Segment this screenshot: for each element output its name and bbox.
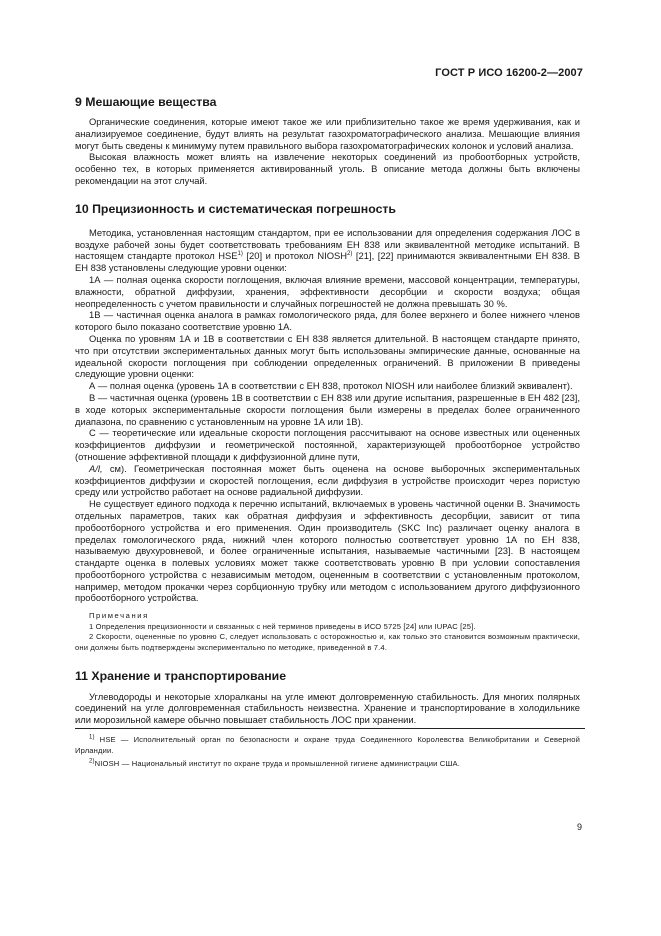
page-number: 9 (577, 822, 583, 832)
section-10 (75, 201, 580, 654)
note-item: 2 Скорости, оцененные по уровню С, следует использовать с осторожностью и, как только это становится возможным практически, они должны быть подтверждены экспериментально по методике, приведенной в 7.4. (75, 632, 580, 653)
section-10-paragraph: С — теоретические или идеальные скорости поглощения рассчитывают на основе известных или оцененных коэффициентов диффузии и геометрической постоянной, характеризующей пробоотборное устройство (отношение эффективной площади к диффузионной длине пути, (75, 427, 580, 462)
section-10-paragraph: 1В — частичная оценка аналога в рамках гомологического ряда, для более верхнего и более нижнего членов которого было показано соответствие уровню 1А. (75, 309, 580, 333)
section-9-heading: 9 Мешающие вещества (75, 95, 217, 109)
section-9-paragraph: Органические соединения, которые имеют такое же или приблизительно такое же время удерживания, как и анализируемое соединение, будут влиять на результат газохроматографического анализа. Мешающие влияния могут быть сведены к минимуму путем правильного выбора газохроматографических колонок и условий анализа. (75, 116, 580, 151)
section-10-paragraph: В — частичная оценка (уровень 1В в соответствии с ЕН 838 или другие испытания, разрешенные в ЕН 482 [23], в ходе которых экспериментальные скорости поглощения были измерены в пределах более ограниченного диапазона, по сравнению с установленным на уровне 1А или 1В). (75, 391, 580, 427)
section-11 (75, 668, 580, 726)
standard-code: ГОСТ Р ИСО 16200-2—2007 (435, 67, 583, 79)
section-11-paragraph: Углеводороды и некоторые хлоралканы на угле имеют долговременную стабильность. Для многих полярных соединений на угле долговременная стабильность неизвестна. Хранение и транспортирование в холодильнике или морозильной камере обычно повышает стабильность ЛОС при хранении. (75, 690, 580, 726)
section-10-heading: 10 Прецизионность и систематическая погрешность (75, 201, 396, 216)
footnote: $^{1)}$ HSE — Исполнительный орган по безопасности и охране труда Соединенного Королевства Великобритании и Северной Ирландии. (75, 734, 580, 755)
section-10-paragraph: Методика, установленная настоящим стандартом, при ее использовании для определения содержания ЛОС в воздухе рабочей зоны будет соответствовать требованиям ЕН 838 или эквивалентной методике испытаний. В настоящем стандарте протокол HSE$^{1)}$ [20] и протокол NIOSH$^{2)}$ [21], [22] принимаются эквивалентными ЕН 838. В ЕН 838 установлены следующие уровни оценки: (75, 226, 580, 274)
notes-title: Примечания (89, 611, 149, 621)
notes-block (75, 611, 580, 653)
section-11-heading: 11 Хранение и транспортирование (75, 668, 287, 683)
footnote: $^{2)}$NIOSH — Национальный институт по охране труда и промышленной гигиене администрации США. (89, 758, 460, 768)
section-10-paragraph: А — полная оценка (уровень 1А в соответствии с ЕН 838, протокол NIOSH или наиболее близкий эквивалент). (89, 380, 573, 392)
section-10-paragraph: 1А — полная оценка скорости поглощения, включая влияние времени, массовой концентрации, температуры, влажности, обратной диффузии, хранения, эффективности десорбции и скорости воздуха; общая неопределенность с учетом правильности и случайных погрешностей не должна превышать 30 %. (75, 273, 580, 309)
section-10-paragraph: Оценка по уровням 1А и 1В в соответствии с ЕН 838 является длительной. В настоящем стандарте принято, что при отсутствии экспериментальных данных могут быть использованы эмпирические данные, основанные на идеальной скорости поглощения при соблюдении определенных ограничений. В приложении В приведены следующие уровни оценки: (75, 332, 580, 380)
section-10-paragraph: Не существует единого подхода к перечню испытаний, включаемых в уровень частичной оценки В. Значимость отдельных параметров, таких как обратная диффузия и эффективность десорбции, зависит от типа пробоотборного устройства и его применения. Один производитель (SKC Inc) различает оценку аналога в пределах гомологического ряда, нижний член которого полностью соответствует уровню 1А по ЕН 838, называемую двухуровневой, и более ограниченные испытания, называемые частичными [23]. В настоящем стандарте оценка в полевых условиях может также соответствовать уровню В при условии сопоставления пробоотборного устройства с независимым методом, оцененным в соответствии с установленным протоколом, например, методом прокачки через сорбционную трубку или методом с использованием другого диффузионного пробоотборного устройства. (75, 498, 580, 604)
section-9-paragraph: Высокая влажность может влиять на извлечение некоторых соединений из пробоотборных устройств, особенно тех, в которых применяется активированный уголь. В описание метода должны быть включены рекомендации на этот случай. (75, 151, 580, 186)
section-10-paragraph: A/l, см). Геометрическая постоянная может быть оценена на основе выборочных экспериментальных коэффициентов диффузии и скоростей поглощения, если диффузия в устройстве происходит через пористую среду или устройство работает на основе радиальной диффузии. (75, 462, 580, 498)
note-item: 1 Определения прецизионности и связанных с ней терминов приведены в ИСО 5725 [24] или IUPAC [25]. (89, 621, 476, 631)
document-body (75, 94, 580, 771)
footnote-divider (75, 728, 585, 729)
footnotes-block (75, 735, 580, 769)
section-9 (75, 94, 580, 187)
